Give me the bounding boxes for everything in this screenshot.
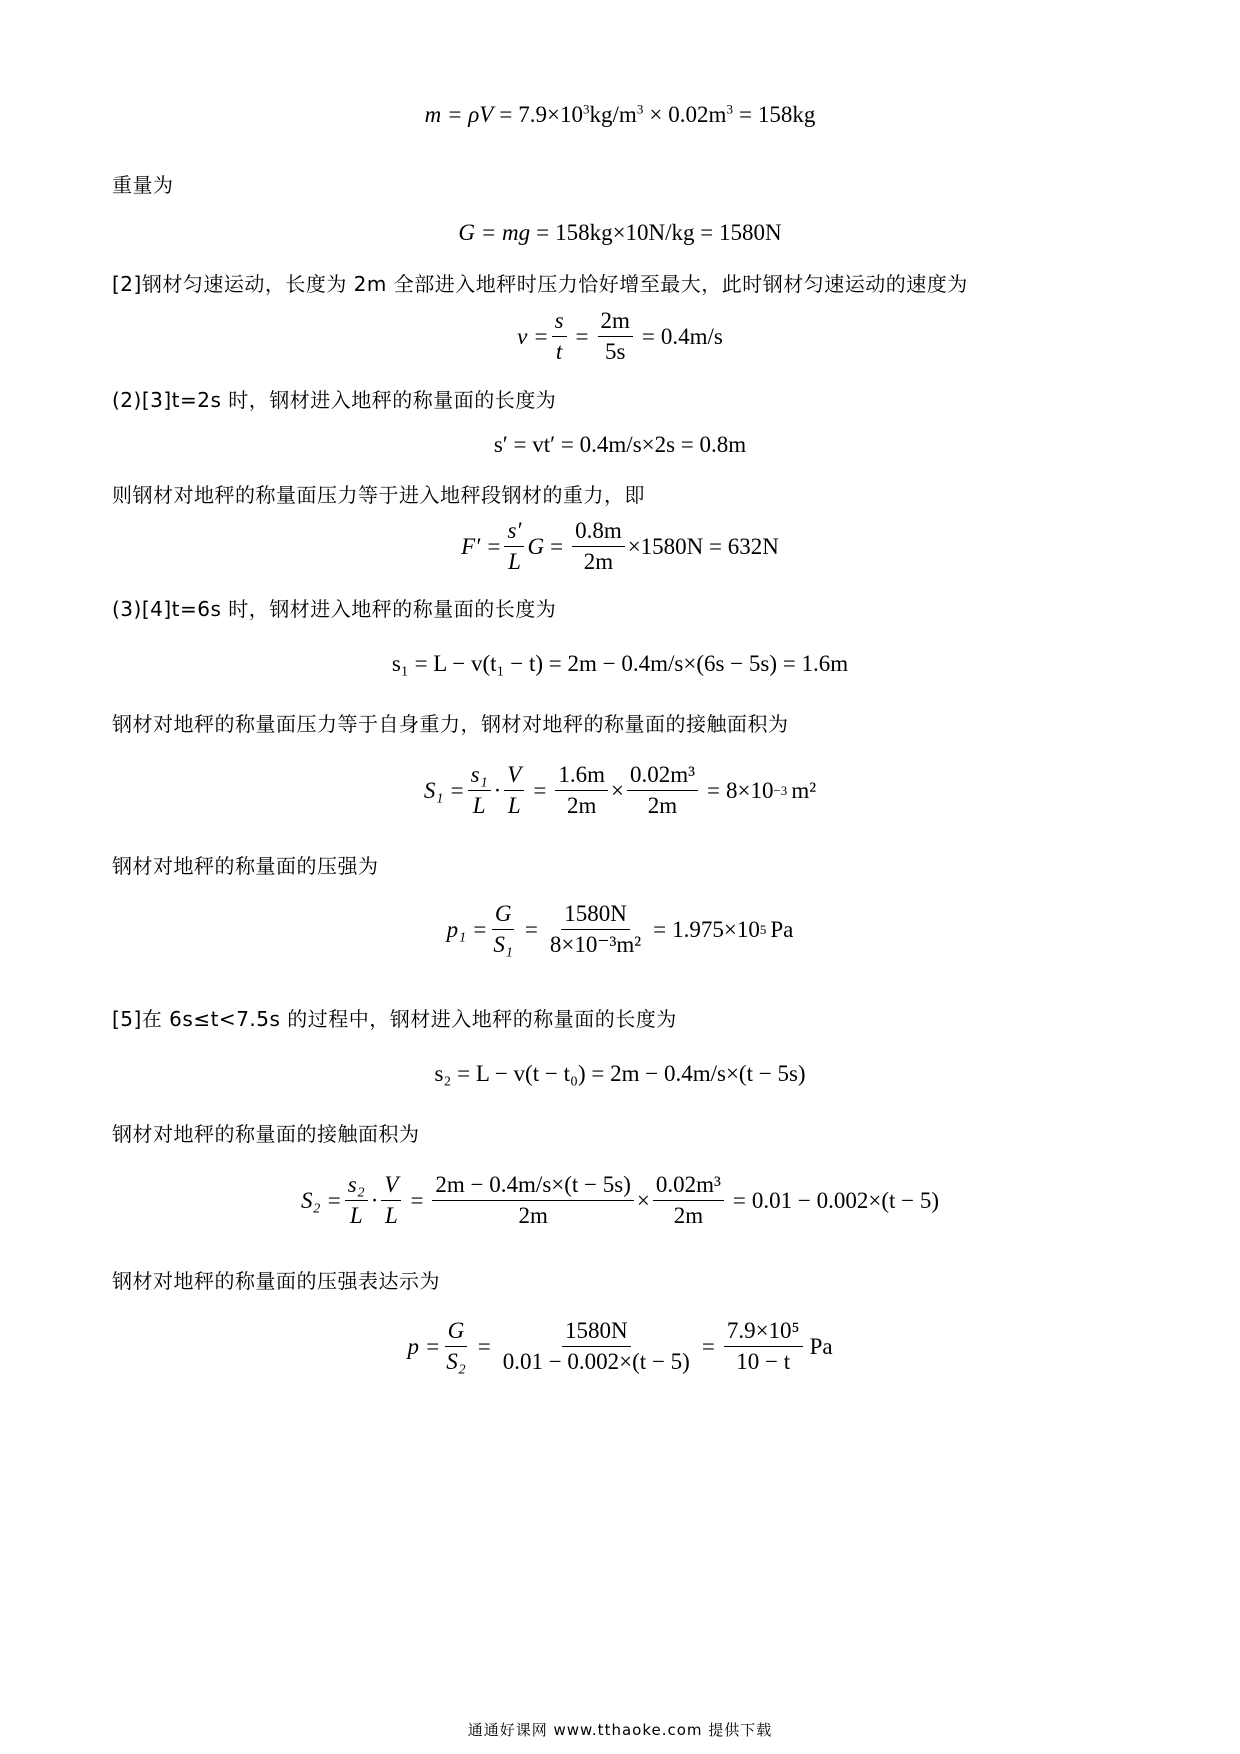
eq8-lhs: p₁ = [446,916,488,942]
text-line-3: (2)[3]t=2s 时，钢材进入地秤的称量面的长度为 [112,388,557,412]
eq7-runit: m² [791,777,817,803]
equation-weight: G = mg = 158kg×10N/kg = 1580N [458,220,782,245]
text-line-6: 钢材对地秤的称量面压力等于自身重力，钢材对地秤的称量面的接触面积为 [112,712,789,736]
text-line-5: (3)[4]t=6s 时，钢材进入地秤的称量面的长度为 [112,597,557,621]
eq7-frac3 [555,762,608,819]
eq7-frac2 [504,762,524,819]
eq5-f2n: 0.8m [572,518,625,547]
eq3-f2d: 5s [605,339,626,364]
text-line-8: [5]在 6s≤t<7.5s 的过程中，钢材进入地秤的称量面的长度为 [112,1007,677,1031]
eq2-lhs: G = mg [458,220,531,245]
eq3-f1d: t [555,339,563,364]
equation-pressure-force: F′ = $\frac{s'}{L}$ G = $\frac{0.8m}{2m}$ ×1580N = 632N [461,518,779,574]
eq7-res: 8×10 [725,777,774,803]
eq10-f1n: s₂ [345,1172,368,1201]
eq7-f4d: 2m [647,793,678,818]
eq7-f2n: V [504,762,524,791]
eq10-f3n: 2m − 0.4m/s×(t − 5s) [432,1172,633,1201]
eq1-uexp: 3 [636,101,644,117]
eq5-lhs: F′ = [461,533,502,559]
text-line-1: 重量为 [112,173,174,197]
eq7-frac4 [627,762,698,819]
eq8-f2n: 1580N [561,901,630,930]
eq10-frac3 [432,1172,633,1229]
eq1-res: 158kg [757,102,816,127]
eq11-f2n: 1580N [562,1318,631,1347]
eq1-lhs: m = ρV [424,102,494,127]
eq5-frac2 [572,518,625,575]
eq11-frac3 [724,1318,803,1375]
equation-length-general: s₂ = L − v(t − t₀) = 2m − 0.4m/s×(t − 5s) [434,1061,806,1086]
eq10-f2d: L [385,1203,398,1228]
eq10-f4n: 0.02m³ [653,1172,724,1201]
eq11-lhs: p = [407,1333,441,1359]
eq11-f2d: 0.01 − 0.002×(t − 5) [502,1349,690,1374]
eq10-res: 0.01 − 0.002×(t − 5) [751,1187,940,1213]
text-line-4: 则钢材对地秤的称量面压力等于进入地秤段钢材的重力，即 [112,483,645,507]
eq5-f1d: L [508,549,521,574]
equation-pressure-1: p₁ = $\frac{G}{\text{S₁}}$ = $\frac{1580N}{\text{8×10⁻³m²}}$ = 1.975×10 5 Pa [446,901,794,957]
eq7-f2d: L [507,793,521,818]
eq11-res: Pa [809,1333,833,1359]
eq10-frac4 [653,1172,724,1229]
eq5-f1n: s′ [504,518,524,547]
eq7-f3d: 2m [566,793,597,818]
text-line-2: [2]钢材匀速运动，长度为 2m 全部进入地秤时压力恰好增至最大，此时钢材匀速运动的速度为 [112,272,968,296]
eq5-f2d: 2m [583,549,614,574]
eq1-unit: kg/m [589,102,637,127]
eq1-mul: 0.02m [668,102,727,127]
eq2-rhs: 158kg×10N/kg = 1580N [555,220,782,245]
equation-length-6s: s₁ = L − v(t₁ − t) = 2m − 0.4m/s×(6s − 5s) = 1.6m [391,651,849,676]
text-line-10: 钢材对地秤的称量面的压强表达示为 [112,1269,440,1293]
eq10-frac2 [381,1172,401,1229]
equation-mass: $m = \rho V = 7.9\times 10^3kg/m^3 \times 0.02m^3 = 158kg$ [424,101,816,127]
eq7-f1n: s₁ [468,762,491,791]
eq7-f1d: L [472,793,486,818]
eq8-res: 1.975×10 [672,916,760,942]
eq11-f3n: 7.9×10⁵ [724,1318,803,1347]
equation-pressure-general: p = $\frac{G}{\text{S₂}}$ = $\frac{1580N}{0.01 - 0.002\times(t - 5)}$ = $\frac{\text{7.9×10⁵}}{10 - t}$ Pa [407,1318,833,1374]
eq11-frac1 [443,1318,469,1375]
eq8-runit: Pa [770,916,794,942]
eq3-f2n: 2m [598,308,633,337]
page-footer: 通通好课网 www.tthaoke.com 提供下载 [467,1721,773,1739]
eq10-frac1 [345,1172,368,1229]
eq7-f4n: 0.02m³ [627,762,698,791]
eq3-res: 0.4m/s [660,323,723,349]
text-line-7: 钢材对地秤的称量面的压强为 [112,854,379,878]
eq1-val: 7.9×10 [518,102,584,127]
eq11-f1n: G [445,1318,468,1347]
equation-velocity: v = $\frac{s}{t}$ = $\frac{2m}{5s}$ = 0.4m/s [517,308,723,364]
equation-contact-area-1: S₁ = $\frac{\text{s₁}}{L}$ · $\frac{V}{L}$ = $\frac{1.6m}{2m}$ × $\frac{\text{0.02m³}}{2m}$ = 8×10 −3 m² [423,762,817,818]
eq8-frac2 [547,901,644,958]
eq8-f1d: S₁ [493,932,513,957]
eq3-f1n: s [552,308,567,337]
eq3-lhs: v = [517,323,549,349]
eq8-f1n: G [492,901,515,930]
eq10-f2n: V [381,1172,401,1201]
text-line-9: 钢材对地秤的称量面的接触面积为 [112,1122,420,1146]
eq5-g: G [527,533,545,559]
eq5-frac1 [504,518,524,575]
eq7-f3n: 1.6m [555,762,608,791]
eq11-frac2 [500,1318,693,1375]
equation-length-2s: s′ = vt′ = 0.4m/s×2s = 0.8m [493,432,747,457]
eq7-lhs: S₁ = [423,777,465,803]
eq7-frac1 [468,762,491,819]
eq5-res: ×1580N = 632N [627,533,779,559]
eq1-exp: 3 [583,101,590,117]
equation-contact-area-2: S₂ = $\frac{\text{s₂}}{L}$ · $\frac{V}{L}$ = $\frac{2m - 0.4m/s\times(t - 5s)}{2m}$ × $\frac{\text{0.02m³}}{2m}$ = 0.01 − 0.002×(t − 5) [300,1172,940,1228]
eq10-f1d: L [349,1203,363,1228]
eq3-frac1 [552,308,567,365]
eq10-lhs: S₂ = [300,1187,342,1213]
eq11-f1d: S₂ [446,1349,466,1374]
eq11-f3d: 10 − t [736,1349,791,1374]
eq3-frac2 [598,308,633,365]
eq1-mexp: 3 [726,101,733,117]
eq8-f2d: 8×10⁻³m² [549,932,642,957]
eq10-f3d: 2m [518,1203,548,1228]
eq10-f4d: 2m [673,1203,704,1228]
eq8-frac1 [490,901,516,958]
